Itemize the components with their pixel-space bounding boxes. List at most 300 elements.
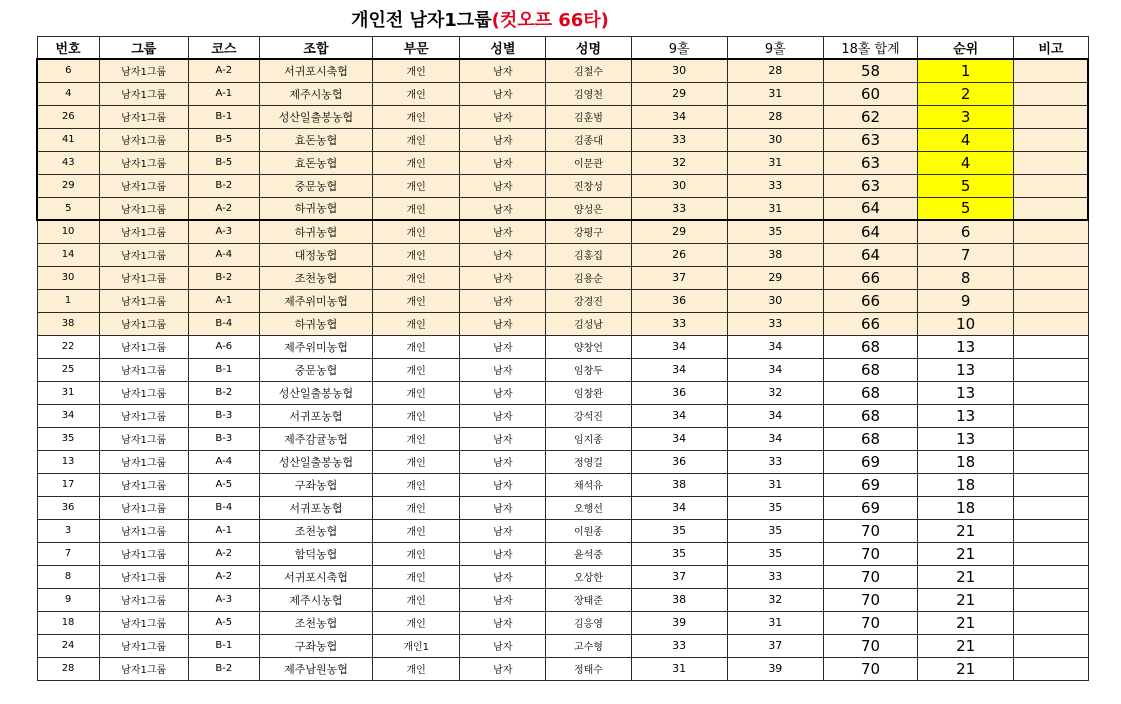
cell-back9: 30 [727,128,823,151]
cell-gender: 남자 [460,174,546,197]
cell-note [1014,59,1088,82]
cell-group: 남자1그룹 [99,496,188,519]
cell-gender: 남자 [460,289,546,312]
col-header-union: 조합 [259,37,372,60]
cell-note [1014,450,1088,473]
cell-rank: 21 [918,542,1014,565]
cell-rank: 13 [918,381,1014,404]
cell-name: 오상한 [546,565,631,588]
cell-name: 진창성 [546,174,631,197]
cell-group: 남자1그룹 [99,289,188,312]
cell-note [1014,312,1088,335]
cell-no: 34 [37,404,99,427]
cell-division: 개인1 [373,634,460,657]
cell-front9: 34 [631,427,727,450]
cell-front9: 34 [631,496,727,519]
cell-no: 18 [37,611,99,634]
cell-division: 개인 [373,220,460,243]
cell-union: 구좌농협 [259,634,372,657]
cell-note [1014,151,1088,174]
table-row [37,611,1088,634]
cell-name: 임창두 [546,358,631,381]
cell-back9: 35 [727,496,823,519]
cell-note [1014,105,1088,128]
cell-gender: 남자 [460,197,546,220]
cell-no: 1 [37,289,99,312]
cell-no: 17 [37,473,99,496]
cell-rank: 6 [918,220,1014,243]
cell-back9: 39 [727,657,823,680]
cell-front9: 39 [631,611,727,634]
cell-no: 43 [37,151,99,174]
cell-union: 하귀농협 [259,197,372,220]
cell-gender: 남자 [460,335,546,358]
cell-rank: 13 [918,358,1014,381]
cell-total: 58 [823,59,917,82]
cell-no: 10 [37,220,99,243]
cell-total: 68 [823,381,917,404]
col-header-group: 그룹 [99,37,188,60]
cell-division: 개인 [373,59,460,82]
cell-total: 64 [823,220,917,243]
cell-gender: 남자 [460,473,546,496]
cell-back9: 31 [727,82,823,105]
cell-back9: 34 [727,404,823,427]
cell-union: 제주시농협 [259,82,372,105]
cell-course: A-1 [188,289,259,312]
cell-gender: 남자 [460,266,546,289]
cell-no: 5 [37,197,99,220]
cell-back9: 32 [727,381,823,404]
cell-group: 남자1그룹 [99,105,188,128]
cell-rank: 9 [918,289,1014,312]
cell-rank: 21 [918,588,1014,611]
cell-group: 남자1그룹 [99,519,188,542]
cell-division: 개인 [373,657,460,680]
cell-note [1014,496,1088,519]
cell-front9: 38 [631,588,727,611]
cell-gender: 남자 [460,128,546,151]
results-table [36,36,1089,681]
cell-union: 대정농협 [259,243,372,266]
cell-group: 남자1그룹 [99,266,188,289]
table-row [37,174,1088,197]
cell-no: 25 [37,358,99,381]
cell-course: A-1 [188,82,259,105]
cell-back9: 30 [727,289,823,312]
cell-no: 30 [37,266,99,289]
table-row [37,220,1088,243]
cell-note [1014,427,1088,450]
cell-rank: 4 [918,151,1014,174]
cell-division: 개인 [373,496,460,519]
col-header-course: 코스 [188,37,259,60]
cell-front9: 29 [631,82,727,105]
cell-no: 13 [37,450,99,473]
cell-union: 서귀포농협 [259,496,372,519]
cell-back9: 34 [727,358,823,381]
cell-union: 서귀포농협 [259,404,372,427]
table-row [37,128,1088,151]
cell-course: A-2 [188,197,259,220]
cell-total: 64 [823,197,917,220]
cell-back9: 32 [727,588,823,611]
cell-division: 개인 [373,243,460,266]
cell-rank: 5 [918,174,1014,197]
cell-total: 68 [823,427,917,450]
cell-division: 개인 [373,404,460,427]
cell-course: A-5 [188,611,259,634]
cell-division: 개인 [373,519,460,542]
cell-no: 35 [37,427,99,450]
cell-course: A-5 [188,473,259,496]
cell-total: 66 [823,289,917,312]
cell-group: 남자1그룹 [99,358,188,381]
cell-rank: 21 [918,657,1014,680]
cell-course: A-4 [188,450,259,473]
cell-total: 62 [823,105,917,128]
cell-rank: 21 [918,519,1014,542]
cell-group: 남자1그룹 [99,59,188,82]
table-row [37,82,1088,105]
cell-no: 6 [37,59,99,82]
cell-front9: 33 [631,312,727,335]
cell-front9: 34 [631,404,727,427]
cell-back9: 35 [727,519,823,542]
cell-union: 제주위미농협 [259,335,372,358]
cell-union: 효돈농협 [259,151,372,174]
cell-total: 70 [823,634,917,657]
cell-group: 남자1그룹 [99,542,188,565]
cell-union: 서귀포시축협 [259,565,372,588]
cell-name: 고수형 [546,634,631,657]
table-row [37,312,1088,335]
cell-union: 효돈농협 [259,128,372,151]
cell-total: 68 [823,335,917,358]
cell-note [1014,358,1088,381]
table-row [37,657,1088,680]
cell-course: B-1 [188,358,259,381]
cell-division: 개인 [373,588,460,611]
table-row [37,335,1088,358]
cell-group: 남자1그룹 [99,197,188,220]
cell-back9: 28 [727,105,823,128]
cell-gender: 남자 [460,358,546,381]
cell-union: 제주위미농협 [259,289,372,312]
cell-gender: 남자 [460,59,546,82]
cell-total: 70 [823,565,917,588]
cell-gender: 남자 [460,657,546,680]
cell-note [1014,611,1088,634]
cell-name: 양성은 [546,197,631,220]
cell-total: 60 [823,82,917,105]
cell-total: 63 [823,128,917,151]
table-row [37,243,1088,266]
col-header-division: 부문 [373,37,460,60]
cell-group: 남자1그룹 [99,473,188,496]
cell-note [1014,542,1088,565]
cell-back9: 28 [727,59,823,82]
cell-front9: 35 [631,519,727,542]
cell-division: 개인 [373,174,460,197]
cell-front9: 36 [631,381,727,404]
cell-group: 남자1그룹 [99,220,188,243]
cell-total: 63 [823,151,917,174]
table-row [37,473,1088,496]
cell-group: 남자1그룹 [99,611,188,634]
cell-front9: 32 [631,151,727,174]
cell-no: 38 [37,312,99,335]
cell-note [1014,381,1088,404]
cell-note [1014,266,1088,289]
cell-name: 임창완 [546,381,631,404]
cell-note [1014,588,1088,611]
cell-gender: 남자 [460,243,546,266]
table-row [37,289,1088,312]
cell-name: 김홍집 [546,243,631,266]
cell-note [1014,565,1088,588]
cell-no: 22 [37,335,99,358]
cell-rank: 3 [918,105,1014,128]
cell-course: B-5 [188,128,259,151]
cell-no: 36 [37,496,99,519]
cell-back9: 34 [727,427,823,450]
cell-course: B-2 [188,174,259,197]
cell-course: A-3 [188,220,259,243]
cell-division: 개인 [373,82,460,105]
cell-course: A-4 [188,243,259,266]
table-row [37,496,1088,519]
cell-union: 성산일출봉농협 [259,381,372,404]
cell-front9: 33 [631,197,727,220]
cell-union: 제주시농협 [259,588,372,611]
cell-group: 남자1그룹 [99,381,188,404]
cell-group: 남자1그룹 [99,634,188,657]
cell-front9: 30 [631,59,727,82]
table-row [37,542,1088,565]
title-cutoff: (컷오프 66타) [491,10,609,31]
cell-no: 24 [37,634,99,657]
cell-total: 69 [823,473,917,496]
cell-union: 성산일출봉농협 [259,105,372,128]
cell-rank: 10 [918,312,1014,335]
cell-division: 개인 [373,427,460,450]
cell-back9: 33 [727,174,823,197]
cell-union: 중문농협 [259,358,372,381]
table-row [37,427,1088,450]
cell-note [1014,519,1088,542]
cell-division: 개인 [373,542,460,565]
cell-name: 정태수 [546,657,631,680]
table-row [37,197,1088,220]
cell-name: 김응영 [546,611,631,634]
table-body [37,59,1088,680]
cell-note [1014,174,1088,197]
cell-rank: 13 [918,404,1014,427]
cell-group: 남자1그룹 [99,588,188,611]
table-row [37,588,1088,611]
cell-rank: 2 [918,82,1014,105]
col-header-back9: 9홀 [727,37,823,60]
cell-gender: 남자 [460,450,546,473]
cell-back9: 31 [727,473,823,496]
cell-total: 66 [823,312,917,335]
cell-division: 개인 [373,151,460,174]
cell-back9: 34 [727,335,823,358]
cell-union: 하귀농협 [259,220,372,243]
cell-name: 김훈범 [546,105,631,128]
cell-union: 함덕농협 [259,542,372,565]
cell-note [1014,289,1088,312]
cell-total: 66 [823,266,917,289]
col-header-name: 성명 [546,37,631,60]
cell-course: B-2 [188,381,259,404]
cell-note [1014,473,1088,496]
cell-no: 14 [37,243,99,266]
cell-union: 하귀농협 [259,312,372,335]
cell-gender: 남자 [460,404,546,427]
cell-rank: 21 [918,565,1014,588]
col-header-rank: 순위 [918,37,1014,60]
cell-group: 남자1그룹 [99,128,188,151]
table-row [37,381,1088,404]
cell-back9: 33 [727,312,823,335]
cell-course: B-4 [188,496,259,519]
cell-division: 개인 [373,266,460,289]
cell-union: 성산일출봉농협 [259,450,372,473]
cell-rank: 5 [918,197,1014,220]
cell-no: 9 [37,588,99,611]
cell-front9: 33 [631,128,727,151]
cell-back9: 33 [727,565,823,588]
cell-front9: 31 [631,657,727,680]
cell-group: 남자1그룹 [99,174,188,197]
cell-name: 이문관 [546,151,631,174]
cell-division: 개인 [373,473,460,496]
cell-note [1014,82,1088,105]
cell-back9: 29 [727,266,823,289]
table-row [37,105,1088,128]
cell-group: 남자1그룹 [99,335,188,358]
cell-rank: 13 [918,427,1014,450]
cell-name: 양창언 [546,335,631,358]
cell-group: 남자1그룹 [99,565,188,588]
cell-total: 64 [823,243,917,266]
cell-total: 69 [823,496,917,519]
cell-division: 개인 [373,565,460,588]
header-row [37,37,1088,60]
cell-name: 채석유 [546,473,631,496]
col-header-note: 비고 [1014,37,1088,60]
table-row [37,266,1088,289]
cell-name: 오행선 [546,496,631,519]
cell-group: 남자1그룹 [99,312,188,335]
cell-gender: 남자 [460,151,546,174]
cell-division: 개인 [373,289,460,312]
cell-name: 김용순 [546,266,631,289]
cell-union: 제주남원농협 [259,657,372,680]
table-row [37,404,1088,427]
cell-total: 70 [823,519,917,542]
cell-front9: 37 [631,565,727,588]
cell-rank: 13 [918,335,1014,358]
cell-note [1014,128,1088,151]
cell-note [1014,404,1088,427]
cell-total: 63 [823,174,917,197]
cell-rank: 18 [918,496,1014,519]
cell-total: 70 [823,657,917,680]
table-row [37,634,1088,657]
cell-back9: 35 [727,542,823,565]
cell-rank: 21 [918,634,1014,657]
cell-front9: 34 [631,105,727,128]
cell-course: B-1 [188,105,259,128]
cell-group: 남자1그룹 [99,427,188,450]
cell-union: 조천농협 [259,611,372,634]
cell-front9: 34 [631,335,727,358]
cell-gender: 남자 [460,82,546,105]
cell-division: 개인 [373,450,460,473]
cell-course: A-2 [188,59,259,82]
cell-course: A-2 [188,565,259,588]
cell-union: 조천농협 [259,266,372,289]
cell-front9: 29 [631,220,727,243]
cell-rank: 7 [918,243,1014,266]
cell-front9: 36 [631,450,727,473]
cell-union: 구좌농협 [259,473,372,496]
cell-total: 69 [823,450,917,473]
cell-back9: 37 [727,634,823,657]
cell-name: 이원종 [546,519,631,542]
cell-division: 개인 [373,381,460,404]
cell-course: B-3 [188,404,259,427]
cell-division: 개인 [373,105,460,128]
cell-gender: 남자 [460,312,546,335]
cell-no: 8 [37,565,99,588]
cell-name: 강석진 [546,404,631,427]
cell-gender: 남자 [460,381,546,404]
table-row [37,151,1088,174]
cell-no: 29 [37,174,99,197]
table-row [37,358,1088,381]
cell-rank: 4 [918,128,1014,151]
cell-note [1014,657,1088,680]
cell-group: 남자1그룹 [99,450,188,473]
cell-union: 중문농협 [259,174,372,197]
cell-course: A-6 [188,335,259,358]
cell-course: B-4 [188,312,259,335]
cell-name: 김영천 [546,82,631,105]
cell-union: 서귀포시축협 [259,59,372,82]
cell-front9: 35 [631,542,727,565]
cell-course: A-1 [188,519,259,542]
cell-no: 41 [37,128,99,151]
cell-front9: 26 [631,243,727,266]
cell-course: B-2 [188,266,259,289]
cell-course: B-1 [188,634,259,657]
title-main: 개인전 남자1그룹 [351,10,492,31]
cell-name: 임지종 [546,427,631,450]
cell-no: 4 [37,82,99,105]
col-header-gender: 성별 [460,37,546,60]
cell-name: 김종대 [546,128,631,151]
cell-rank: 21 [918,611,1014,634]
cell-group: 남자1그룹 [99,82,188,105]
cell-front9: 34 [631,358,727,381]
cell-name: 김성남 [546,312,631,335]
cell-back9: 31 [727,611,823,634]
cell-name: 정영길 [546,450,631,473]
